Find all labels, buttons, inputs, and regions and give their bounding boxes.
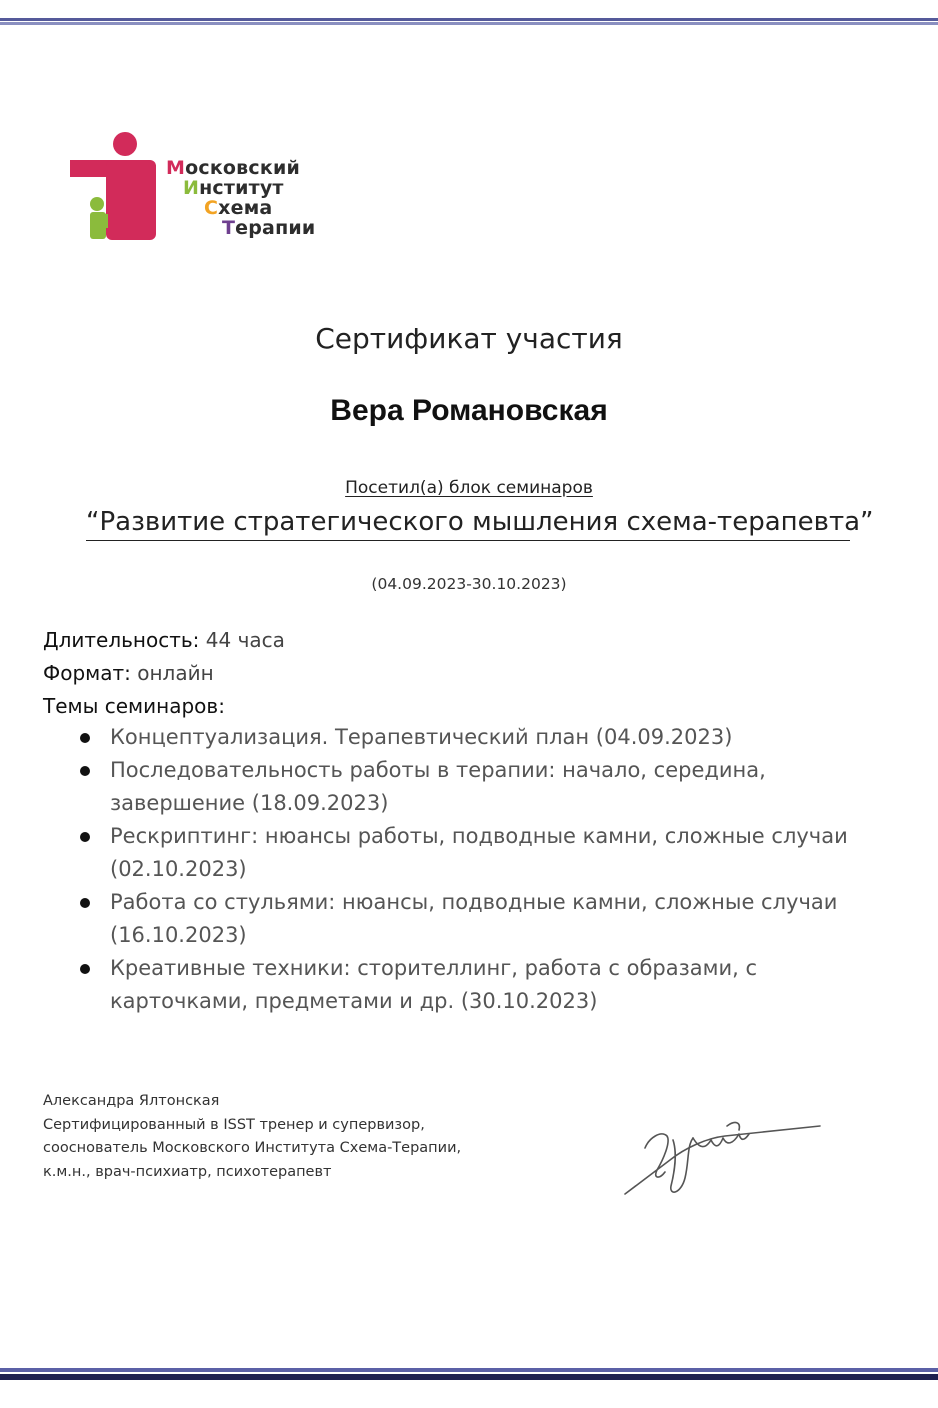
duration-row: Длительность: 44 часа [43, 628, 285, 652]
course-info [43, 624, 285, 723]
signer-block [43, 1090, 461, 1184]
bullet-icon [80, 766, 90, 776]
institute-logo [68, 130, 328, 245]
top-border [0, 18, 938, 25]
signer-title-3: к.м.н., врач-психиатр, психотерапевт [43, 1163, 332, 1180]
list-item: Последовательность работы в терапии: начало, середина, завершение (18.09.2023) [76, 754, 866, 820]
list-item: Работа со стульями: нюансы, подводные камни, сложные случаи (16.10.2023) [76, 886, 866, 952]
topics-heading: Темы семинаров: [43, 694, 225, 718]
bullet-icon [80, 832, 90, 842]
logo-wordmark: Московский Институт Схема Терапии [166, 157, 316, 239]
topics-list [76, 721, 866, 1018]
format-row: Формат: онлайн [43, 661, 214, 685]
bullet-icon [80, 964, 90, 974]
signature-image [615, 1108, 830, 1203]
signer-name: Александра Ялтонская [43, 1093, 220, 1109]
signer-title-2: сооснователь Московского Института Схема-Терапии, [43, 1140, 462, 1156]
certificate-title: Сертификат участия [315, 322, 623, 355]
list-item: Рескриптинг: нюансы работы, подводные камни, сложные случаи (02.10.2023) [76, 820, 866, 886]
bullet-icon [80, 898, 90, 908]
participant-name: Вера Романовская [330, 394, 608, 427]
course-title: “Развитие стратегического мышления схема-терапевта” [86, 507, 850, 541]
bottom-border [0, 1368, 938, 1380]
bullet-icon [80, 733, 90, 743]
list-item: Концептуализация. Терапевтический план (04.09.2023) [76, 721, 866, 754]
course-dates: (04.09.2023-30.10.2023) [371, 575, 567, 593]
attended-label: Посетил(а) блок семинаров [345, 478, 593, 498]
logo-figure-icon [68, 130, 163, 245]
list-item: Креативные техники: сторителлинг, работа с образами, с карточками, предметами и др. (30.10.2023) [76, 952, 866, 1018]
signer-title-1: Сертифицированный в ISST тренер и супервизор, [43, 1116, 425, 1133]
